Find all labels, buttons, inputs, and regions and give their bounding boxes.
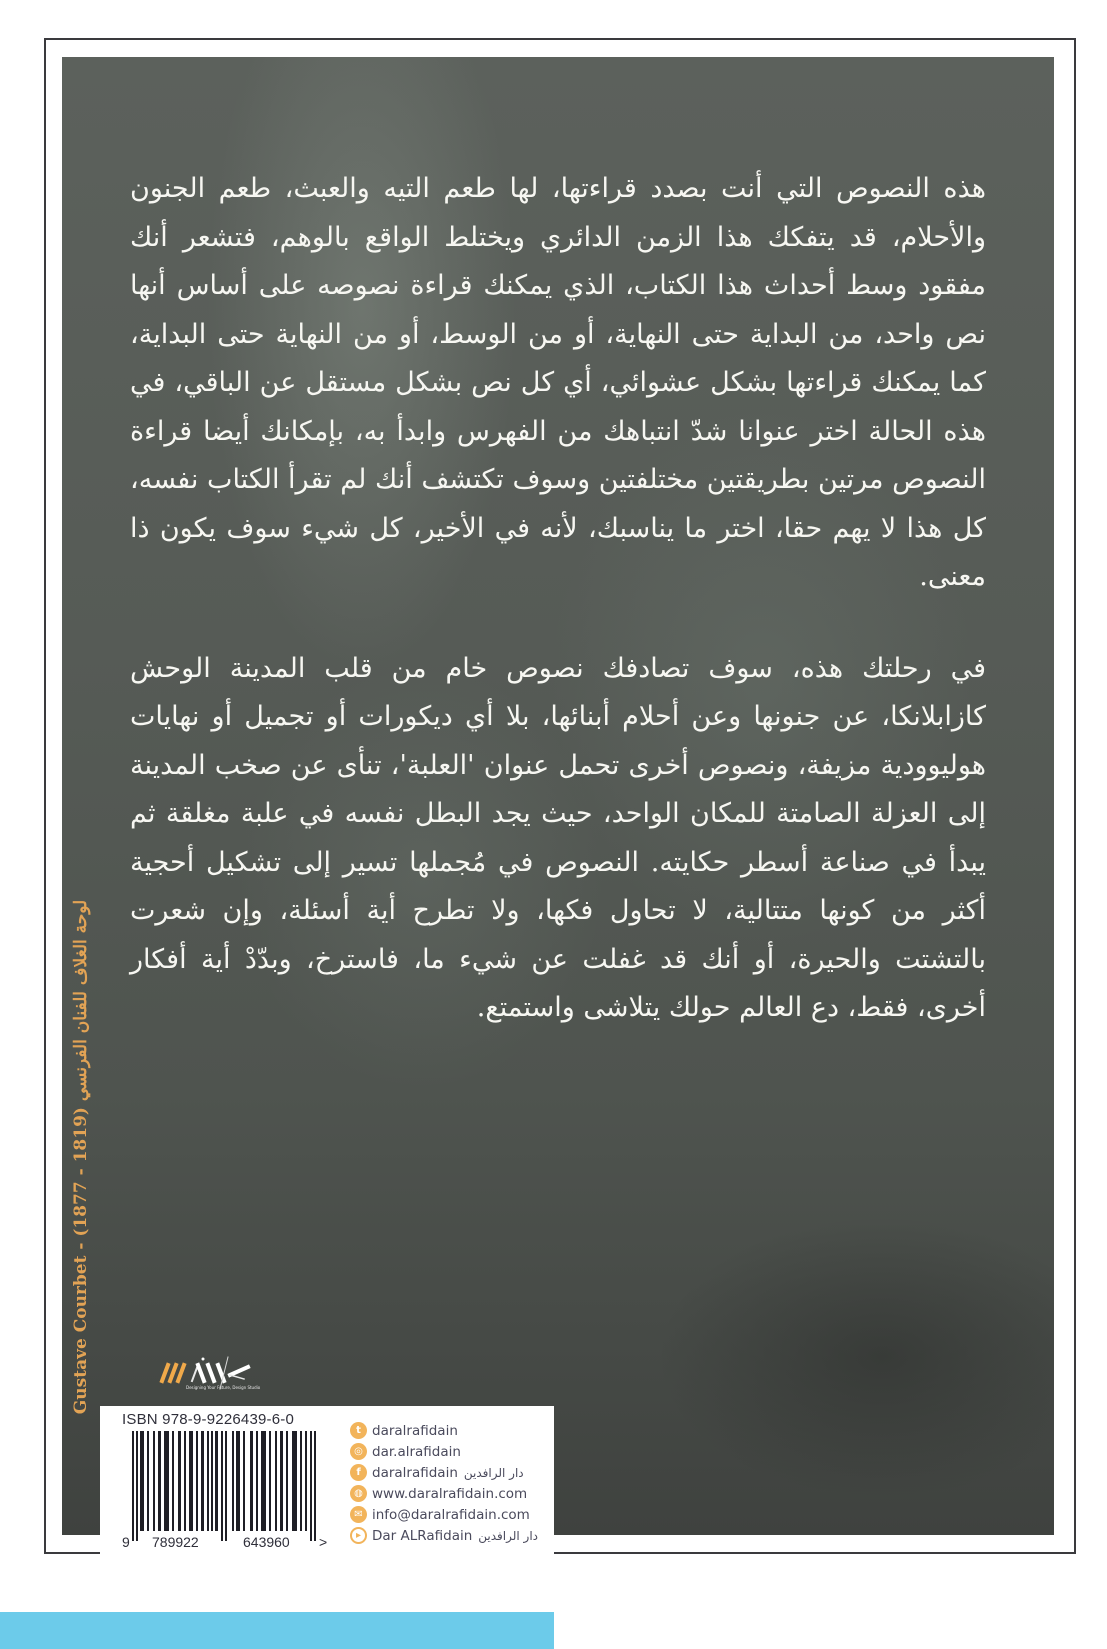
youtube-icon: ▸ — [350, 1527, 367, 1544]
email-icon: ✉ — [350, 1506, 367, 1523]
twitter-icon: t — [350, 1422, 367, 1439]
instagram-icon: ◎ — [350, 1443, 367, 1460]
social-website[interactable] — [350, 1483, 550, 1504]
social-handle: dar.alrafidain — [372, 1443, 461, 1460]
back-cover-panel — [62, 57, 1054, 1550]
social-youtube[interactable] — [350, 1525, 550, 1546]
blurb-paragraph-1: هذه النصوص التي أنت بصدد قراءتها، لها طعم التيه والعبث، طعم الجنون والأحلام، قد يتفكك هذا الزمن الدائري ويختلط الواقع بالوهم، فتشعر أنك مفقود وسط أحداث هذا الكتاب، الذي يمكنك قراءة نصوصه على أساس أنها نص واحد، من البداية حتى النهاية، أو من الوسط، أو من النهاية حتى البداية، كما يمكنك قراءتها بشكل عشوائي، أي كل نص بشكل مستقل عن الباقي، في هذه الحالة اختر عنوانا شدّ انتباهك من الفهرس وابدأ به، بإمكانك أيضا قراءة النصوص مرتين بطريقتين مختلفتين وسوف تكتشف أنك لم تقرأ الكتاب نفسه، كل هذا لا يهم حقا، اختر ما يناسبك، لأنه في الأخير، كل شيء سوف يكون ذا معنى. — [130, 173, 986, 592]
channel-name: Dar ALRafidain — [372, 1527, 473, 1544]
blurb-paragraph-2: في رحلتك هذه، سوف تصادفك نصوص خام من قلب المدينة الوحش كازابلانكا، عن جنونها وعن أحلام أبنائها، بلا أي ديكورات أو تجميل أو نهايات هوليوودية مزيفة، ونصوص أخرى تحمل عنوان 'العلبة'، تنأى عن صخب المدينة إلى العزلة الصامتة للمكان الواحد، حيث يجد البطل نفسه في علبة مغلقة ثم يبدأ في صناعة أسطر حكايته. النصوص في مُجملها تسير إلى تشكيل أحجية أكثر من كونها متتالية، لا تحاول فكها، ولا تطرح أية أسئلة، وإن شعرت بالتشتت والحيرة، أو أنك قد غفلت عن شيء ما، فاسترخ، وبدّدْ أية أفكار أخرى، فقط، دع العالم حولك يتلاشى واستمتع. — [130, 652, 986, 1023]
social-email[interactable] — [350, 1504, 550, 1525]
facebook-icon: f — [350, 1464, 367, 1481]
cover-art-credit — [66, 877, 96, 1437]
barcode-quiet-zone-mark: > — [319, 1534, 328, 1550]
social-facebook[interactable] — [350, 1462, 550, 1483]
social-handle: daralrafidain — [372, 1422, 458, 1439]
studio-tagline: Designing Your Future, Design Studio — [186, 1385, 261, 1390]
isbn-barcode-box — [100, 1406, 554, 1561]
email-address: info@daralrafidain.com — [372, 1506, 530, 1523]
blue-background-strip — [0, 1612, 554, 1649]
studio-logo-icon — [158, 1355, 278, 1385]
web-icon: ◍ — [350, 1485, 367, 1502]
barcode-digit-first: 9 — [122, 1534, 130, 1550]
social-instagram[interactable] — [350, 1441, 550, 1462]
design-studio-logo — [158, 1355, 308, 1399]
barcode-digits-left: 789922 — [152, 1534, 199, 1550]
publisher-name-arabic: دار الرافدين — [463, 1465, 524, 1480]
isbn-number: ISBN 978-9-9226439-6-0 — [122, 1411, 295, 1428]
cover-art-credit-text: لوحة الغلاف للفنان الفرنسي Gustave Courbet - (1877 - 1819) — [71, 899, 91, 1415]
social-handle: daralrafidain — [372, 1464, 458, 1481]
blurb-text — [130, 165, 986, 1033]
website-url: www.daralrafidain.com — [372, 1485, 528, 1502]
publisher-contact-list — [350, 1420, 550, 1546]
social-twitter[interactable] — [350, 1420, 550, 1441]
barcode-digits-right: 643960 — [243, 1534, 290, 1550]
publisher-name-arabic: دار الرافدين — [478, 1528, 539, 1543]
